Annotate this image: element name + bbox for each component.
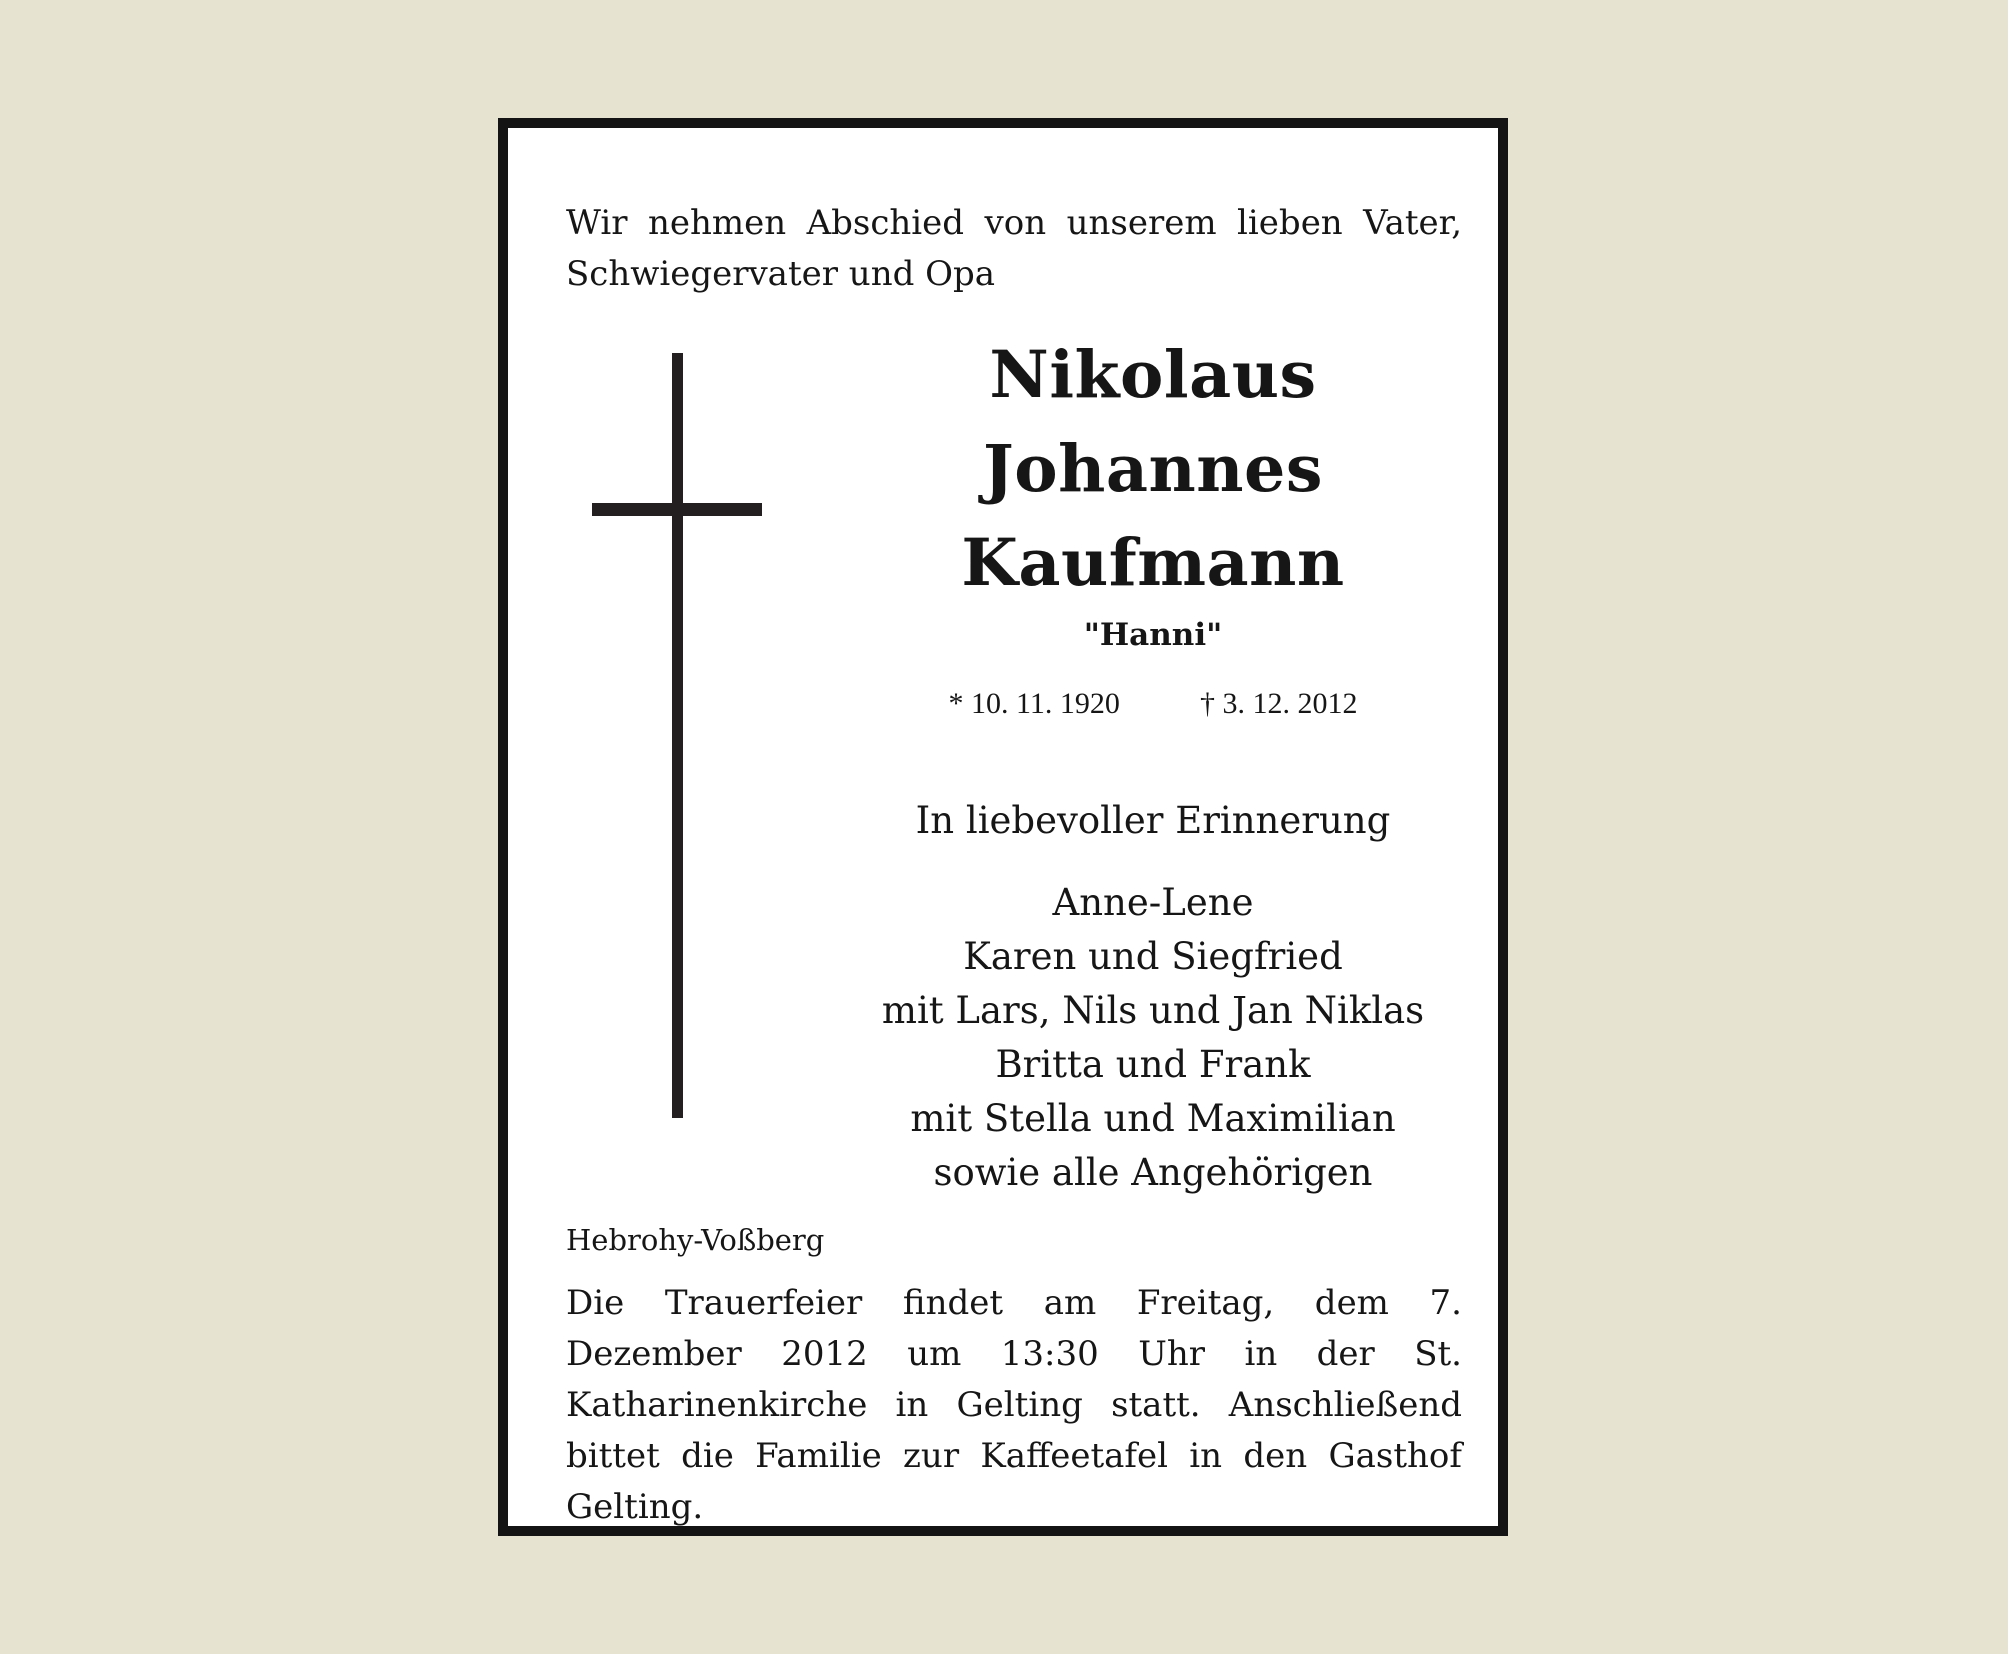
death-date: † 3. 12. 2012	[1199, 687, 1358, 720]
life-dates	[808, 684, 1498, 724]
mourners-list	[808, 876, 1498, 1200]
nickname: "Hanni"	[1083, 617, 1223, 653]
obituary-main-column	[808, 328, 1498, 1200]
location-text: Hebrohy-Voßberg	[566, 1223, 825, 1257]
deceased-name-line-1: Nikolaus Johannes	[983, 337, 1323, 507]
mourner-line: Karen und Siegfried	[963, 935, 1343, 978]
cross-icon	[592, 353, 762, 1118]
mourner-line: Anne-Lene	[1052, 881, 1254, 924]
mourner-line: mit Stella und Maximilian	[910, 1097, 1396, 1140]
mourner-line: mit Lars, Nils und Jan Niklas	[881, 989, 1425, 1032]
cross-horizontal-bar	[592, 503, 762, 516]
deceased-name-line-2: Kaufmann	[961, 525, 1345, 601]
funeral-details: Die Trauerfeier findet am Freitag, dem 7. Dezember 2012 um 13:30 Uhr in der St. Katharinenkirche in Gelting statt. Anschließend bittet die Familie zur Kaffeetafel in den Gasthof Gelting.	[566, 1283, 1462, 1527]
deceased-name	[808, 328, 1498, 610]
cross-vertical-bar	[672, 353, 683, 1118]
intro-text: Wir nehmen Abschied von unserem lieben Vater, Schwiegervater und Opa	[566, 203, 1462, 294]
memory-line: In liebevoller Erinnerung	[915, 799, 1391, 842]
birth-date: * 10. 11. 1920	[948, 687, 1120, 720]
mourner-line: sowie alle Angehörigen	[933, 1151, 1373, 1194]
obituary-card	[498, 118, 1508, 1536]
mourner-line: Britta und Frank	[995, 1043, 1311, 1086]
